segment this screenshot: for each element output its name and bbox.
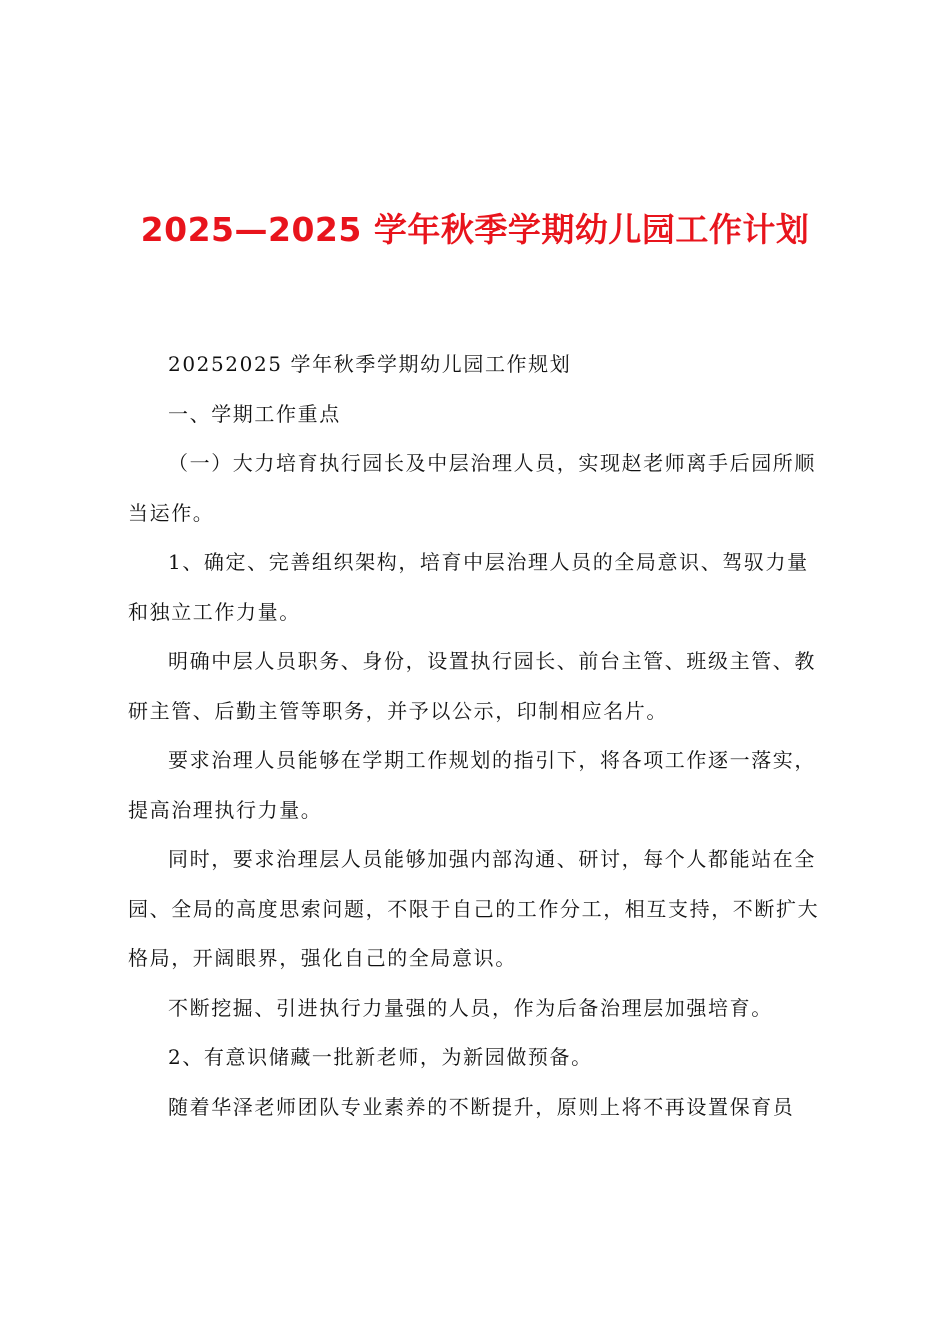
paragraph: （一）大力培育执行园长及中层治理人员，实现赵老师离手后园所顺当运作。	[128, 451, 816, 525]
paragraph: 1、确定、完善组织架构，培育中层治理人员的全局意识、驾驭力量和独立工作力量。	[128, 550, 809, 624]
document-body	[128, 340, 828, 1132]
paragraph: 随着华泽老师团队专业素养的不断提升，原则上将不再设置保育员	[168, 1094, 795, 1119]
paragraph: 明确中层人员职务、身份，设置执行园长、前台主管、班级主管、教研主管、后勤主管等职务，并予以公示，印制相应名片。	[128, 649, 816, 723]
paragraph: 2、有意识储藏一批新老师，为新园做预备。	[168, 1045, 593, 1069]
paragraph: 20252025 学年秋季学期幼儿园工作规划	[168, 352, 572, 376]
paragraph: 一、学期工作重点	[168, 401, 341, 426]
paragraph: 不断挖掘、引进执行力量强的人员，作为后备治理层加强培育。	[168, 995, 773, 1020]
paragraph: 要求治理人员能够在学期工作规划的指引下，将各项工作逐一落实，提高治理执行力量。	[128, 748, 816, 822]
document-title: 2025—2025 学年秋季学期幼儿园工作计划	[140, 210, 810, 249]
paragraph: 同时，要求治理层人员能够加强内部沟通、研讨，每个人都能站在全园、全局的高度思索问题，不限于自己的工作分工，相互支持，不断扩大格局，开阔眼界，强化自己的全局意识。	[128, 847, 820, 970]
